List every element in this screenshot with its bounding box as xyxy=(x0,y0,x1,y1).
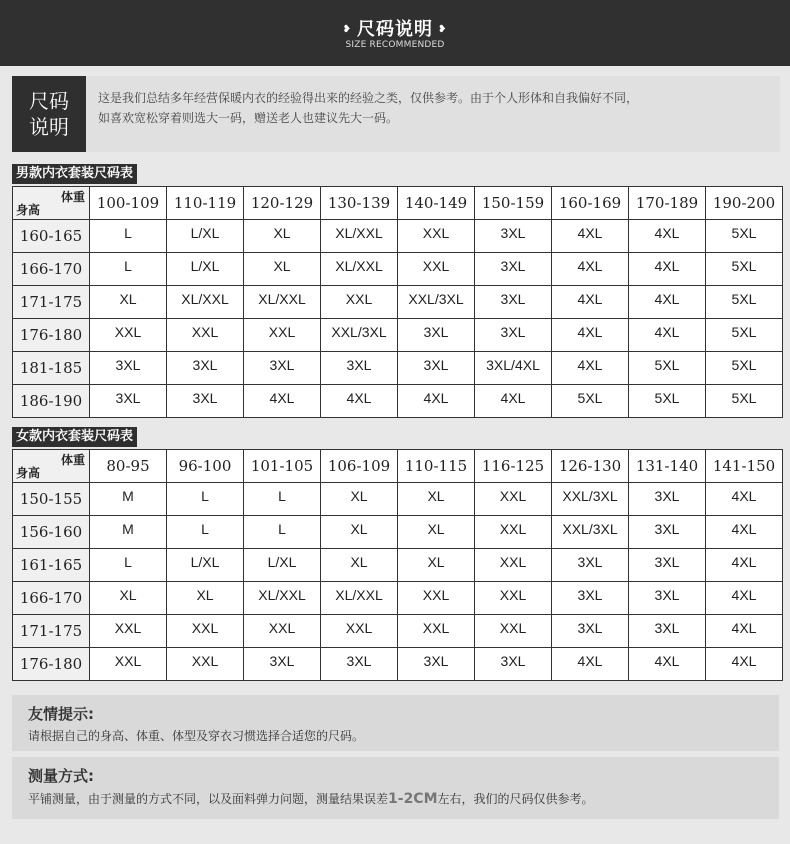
women-table-label: 女款内衣套装尺码表 xyxy=(12,427,137,447)
table-header-row xyxy=(13,450,783,483)
size-cell: XL xyxy=(321,549,398,582)
size-cell: 4XL xyxy=(706,582,783,615)
size-cell: XL/XXL xyxy=(321,220,398,253)
measure-method-panel xyxy=(12,757,779,819)
weight-column-header: 120-129 xyxy=(244,187,321,220)
men-size-table xyxy=(12,186,783,418)
size-cell: XL/XXL xyxy=(321,582,398,615)
size-cell: XXL xyxy=(244,615,321,648)
table-row xyxy=(13,615,783,648)
tip-text: 请根据自己的身高、体重、体型及穿衣习惯选择合适您的尺码。 xyxy=(28,729,365,743)
size-cell: 4XL xyxy=(552,220,629,253)
pin-icon: ❥ xyxy=(438,24,448,35)
size-cell: XL xyxy=(398,516,475,549)
measure-text xyxy=(28,790,594,807)
size-cell: XL/XXL xyxy=(244,582,321,615)
size-cell: 3XL xyxy=(398,319,475,352)
size-cell: XL xyxy=(321,483,398,516)
size-cell: XL xyxy=(398,483,475,516)
size-cell: 4XL xyxy=(706,549,783,582)
table-row xyxy=(13,648,783,681)
intro-badge-line2: 说明 xyxy=(29,115,69,139)
size-cell: 3XL xyxy=(629,582,706,615)
size-cell: 3XL xyxy=(475,648,552,681)
size-cell: 3XL xyxy=(475,253,552,286)
size-cell: 3XL xyxy=(552,582,629,615)
intro-badge xyxy=(12,76,86,152)
weight-column-header: 106-109 xyxy=(321,450,398,483)
size-cell: XXL xyxy=(398,582,475,615)
size-cell: 5XL xyxy=(706,220,783,253)
weight-column-header: 116-125 xyxy=(475,450,552,483)
height-row-header: 166-170 xyxy=(13,253,90,286)
height-row-header: 186-190 xyxy=(13,385,90,418)
men-table-label: 男款内衣套装尺码表 xyxy=(12,164,137,184)
size-cell: 3XL xyxy=(90,385,167,418)
height-row-header: 181-185 xyxy=(13,352,90,385)
corner-weight-label: 体重 xyxy=(60,190,85,204)
table-row xyxy=(13,549,783,582)
tip-title: 友情提示: xyxy=(28,705,94,723)
header-title-row xyxy=(0,15,790,41)
size-cell: XXL xyxy=(398,253,475,286)
table-row xyxy=(13,483,783,516)
size-cell: XXL xyxy=(321,615,398,648)
size-cell: XXL/3XL xyxy=(552,516,629,549)
height-row-header: 176-180 xyxy=(13,648,90,681)
table-row xyxy=(13,220,783,253)
size-cell: 5XL xyxy=(706,286,783,319)
size-cell: 3XL xyxy=(475,319,552,352)
size-cell: M xyxy=(90,516,167,549)
measure-text-after: 左右，我们的尺码仅供参考。 xyxy=(437,792,594,806)
size-cell: 5XL xyxy=(552,385,629,418)
size-cell: XXL xyxy=(167,648,244,681)
table-corner-cell xyxy=(13,450,90,483)
size-cell: XXL xyxy=(90,648,167,681)
size-cell: 3XL xyxy=(321,352,398,385)
table-row xyxy=(13,286,783,319)
size-cell: 5XL xyxy=(706,319,783,352)
size-cell: 5XL xyxy=(706,385,783,418)
weight-column-header: 110-115 xyxy=(398,450,475,483)
weight-column-header: 131-140 xyxy=(629,450,706,483)
pin-icon: ❥ xyxy=(342,24,352,35)
size-cell: XXL xyxy=(398,615,475,648)
size-cell: L xyxy=(167,483,244,516)
size-cell: L xyxy=(90,220,167,253)
size-cell: XXL xyxy=(90,615,167,648)
size-cell: XXL xyxy=(475,483,552,516)
size-cell: 3XL xyxy=(244,352,321,385)
measure-title: 测量方式: xyxy=(28,767,94,785)
size-cell: 3XL xyxy=(629,516,706,549)
size-cell: 4XL xyxy=(552,286,629,319)
size-cell: 3XL xyxy=(167,385,244,418)
size-cell: 3XL xyxy=(398,352,475,385)
size-cell: 3XL/4XL xyxy=(475,352,552,385)
size-cell: XL/XXL xyxy=(244,286,321,319)
corner-height-label: 身高 xyxy=(16,203,41,217)
size-cell: XL xyxy=(90,582,167,615)
size-cell: L/XL xyxy=(167,253,244,286)
size-cell: 4XL xyxy=(629,286,706,319)
weight-column-header: 140-149 xyxy=(398,187,475,220)
weight-column-header: 130-139 xyxy=(321,187,398,220)
size-cell: L/XL xyxy=(244,549,321,582)
size-cell: 4XL xyxy=(552,319,629,352)
size-cell: 3XL xyxy=(90,352,167,385)
size-cell: 4XL xyxy=(706,483,783,516)
weight-column-header: 80-95 xyxy=(90,450,167,483)
size-cell: XL xyxy=(167,582,244,615)
weight-column-header: 96-100 xyxy=(167,450,244,483)
measure-text-before: 平铺测量，由于测量的方式不同，以及面料弹力问题，测量结果误差 xyxy=(28,792,389,806)
size-cell: 3XL xyxy=(552,615,629,648)
size-cell: 4XL xyxy=(629,253,706,286)
table-row xyxy=(13,319,783,352)
size-cell: XL xyxy=(321,516,398,549)
size-cell: 4XL xyxy=(475,385,552,418)
size-cell: 3XL xyxy=(244,648,321,681)
weight-column-header: 141-150 xyxy=(706,450,783,483)
size-cell: L/XL xyxy=(167,220,244,253)
weight-column-header: 110-119 xyxy=(167,187,244,220)
header-subtitle: SIZE RECOMMENDED xyxy=(345,40,445,50)
height-row-header: 166-170 xyxy=(13,582,90,615)
size-cell: 4XL xyxy=(552,648,629,681)
size-cell: L xyxy=(90,549,167,582)
size-cell: XXL xyxy=(244,319,321,352)
height-row-header: 156-160 xyxy=(13,516,90,549)
table-row xyxy=(13,385,783,418)
size-cell: L xyxy=(167,516,244,549)
size-cell: 5XL xyxy=(706,352,783,385)
size-cell: 4XL xyxy=(244,385,321,418)
size-cell: XL xyxy=(244,220,321,253)
size-cell: 3XL xyxy=(629,549,706,582)
size-cell: XXL/3XL xyxy=(321,319,398,352)
measure-error-highlight: 1-2CM xyxy=(388,791,438,807)
table-row xyxy=(13,582,783,615)
weight-column-header: 100-109 xyxy=(90,187,167,220)
header-title: 尺码说明 xyxy=(357,19,433,40)
size-cell: XXL xyxy=(167,319,244,352)
weight-column-header: 190-200 xyxy=(706,187,783,220)
size-cell: 5XL xyxy=(706,253,783,286)
intro-line: 这是我们总结多年经营保暖内衣的经验得出来的经验之类，仅供参考。由于个人形体和自我偏好不同， xyxy=(98,91,639,105)
size-cell: XXL xyxy=(475,615,552,648)
intro-text xyxy=(98,88,768,128)
size-cell: 3XL xyxy=(475,286,552,319)
table-header-row xyxy=(13,187,783,220)
page-header xyxy=(0,0,790,66)
intro-badge-line1: 尺码 xyxy=(29,89,69,113)
height-row-header: 171-175 xyxy=(13,286,90,319)
size-cell: 3XL xyxy=(475,220,552,253)
size-cell: 3XL xyxy=(321,648,398,681)
size-cell: 3XL xyxy=(398,648,475,681)
size-cell: 4XL xyxy=(552,253,629,286)
size-cell: 4XL xyxy=(706,615,783,648)
height-row-header: 176-180 xyxy=(13,319,90,352)
size-cell: 4XL xyxy=(706,516,783,549)
height-row-header: 161-165 xyxy=(13,549,90,582)
size-cell: 4XL xyxy=(552,352,629,385)
intro-line: 如喜欢宽松穿着则选大一码，赠送老人也建议先大一码。 xyxy=(98,111,399,125)
weight-column-header: 150-159 xyxy=(475,187,552,220)
size-cell: 3XL xyxy=(629,615,706,648)
size-cell: XL/XXL xyxy=(321,253,398,286)
size-cell: XXL xyxy=(475,582,552,615)
size-cell: 4XL xyxy=(629,648,706,681)
size-cell: 3XL xyxy=(167,352,244,385)
size-cell: 5XL xyxy=(629,385,706,418)
friendly-tip-panel xyxy=(12,695,779,751)
height-row-header: 150-155 xyxy=(13,483,90,516)
size-cell: 4XL xyxy=(629,220,706,253)
table-row xyxy=(13,352,783,385)
size-cell: 4XL xyxy=(321,385,398,418)
size-cell: XXL xyxy=(167,615,244,648)
height-row-header: 160-165 xyxy=(13,220,90,253)
weight-column-header: 101-105 xyxy=(244,450,321,483)
size-cell: XL xyxy=(90,286,167,319)
size-cell: 4XL xyxy=(629,319,706,352)
size-cell: XXL/3XL xyxy=(398,286,475,319)
size-cell: M xyxy=(90,483,167,516)
table-row xyxy=(13,253,783,286)
size-cell: XXL xyxy=(90,319,167,352)
weight-column-header: 126-130 xyxy=(552,450,629,483)
weight-column-header: 160-169 xyxy=(552,187,629,220)
size-cell: XXL xyxy=(475,549,552,582)
size-cell: XL xyxy=(398,549,475,582)
size-cell: 5XL xyxy=(629,352,706,385)
women-size-table xyxy=(12,449,783,681)
size-cell: L/XL xyxy=(167,549,244,582)
size-cell: XL xyxy=(244,253,321,286)
size-cell: XXL xyxy=(398,220,475,253)
size-cell: L xyxy=(244,516,321,549)
size-cell: 4XL xyxy=(706,648,783,681)
height-row-header: 171-175 xyxy=(13,615,90,648)
intro-panel xyxy=(12,76,780,152)
size-cell: 4XL xyxy=(398,385,475,418)
size-cell: L xyxy=(90,253,167,286)
size-cell: XXL xyxy=(321,286,398,319)
size-cell: XL/XXL xyxy=(167,286,244,319)
size-cell: 3XL xyxy=(629,483,706,516)
table-row xyxy=(13,516,783,549)
table-corner-cell xyxy=(13,187,90,220)
size-cell: L xyxy=(244,483,321,516)
size-cell: XXL xyxy=(475,516,552,549)
corner-height-label: 身高 xyxy=(16,466,41,480)
corner-weight-label: 体重 xyxy=(60,453,85,467)
weight-column-header: 170-189 xyxy=(629,187,706,220)
size-cell: 3XL xyxy=(552,549,629,582)
size-cell: XXL/3XL xyxy=(552,483,629,516)
